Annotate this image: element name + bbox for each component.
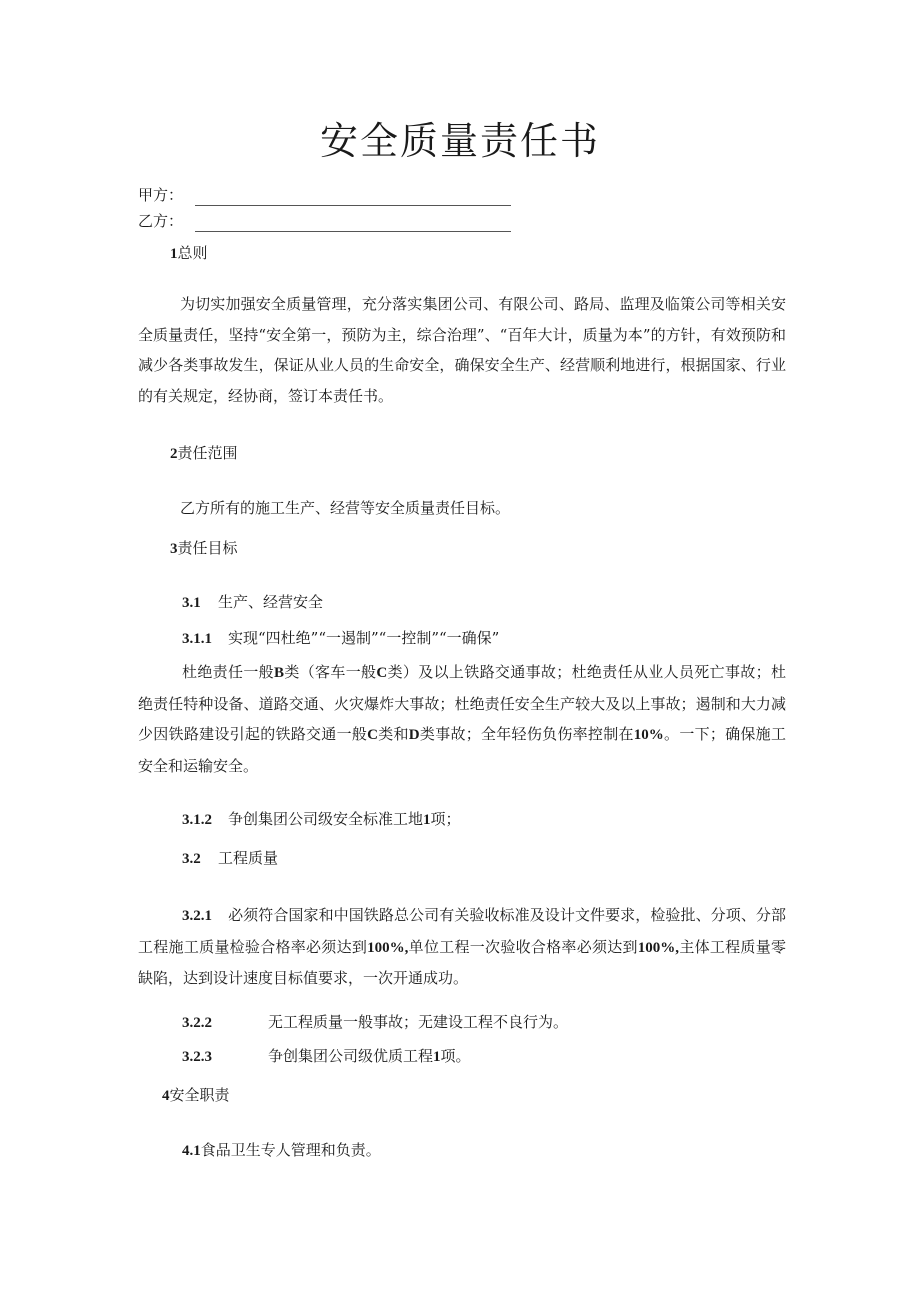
section-3-1-2-line: 3.1.2 争创集团公司级安全标准工地1项；	[182, 808, 461, 831]
section-number: 3.1	[182, 595, 201, 611]
party-b-blank-line	[195, 219, 511, 232]
section-1-paragraph: 为切实加强安全质量管理，充分落实集团公司、有限公司、路局、监理及临策公司等相关安全质量责任，坚持“安全第一，预防为主，综合治理”、“百年大计，质量为本”的方针，有效预防和减少各类事故发生，保证从业人员的生命安全，确保安全生产、经营顺利地进行，根据国家、行业的有关规定，经协商，签订本责任书。	[138, 295, 786, 405]
section-label: 工程质量	[218, 849, 279, 867]
party-a-label: 甲方：	[138, 186, 184, 204]
section-label: 责任范围	[177, 444, 238, 462]
section-label: 实现“四杜绝”“一遏制”“一控制”“一确保”	[228, 629, 500, 647]
section-label: 生产、经营安全	[218, 593, 324, 611]
section-number: 3	[170, 541, 178, 557]
section-4-heading	[162, 1084, 230, 1107]
party-b-row	[138, 210, 511, 232]
section-number: 3.2.3	[182, 1049, 212, 1065]
section-number: 3.1.2	[182, 812, 212, 828]
section-label: 责任目标	[177, 539, 238, 557]
section-number: 2	[170, 446, 178, 462]
document-title: 安全质量责任书	[319, 119, 600, 163]
section-3-1-heading	[182, 591, 323, 614]
party-b-label: 乙方：	[138, 212, 184, 230]
section-label: 总则	[177, 244, 208, 262]
section-number: 3.2	[182, 851, 201, 867]
section-3-2-heading	[182, 847, 278, 870]
section-3-1-1-heading	[182, 627, 499, 650]
section-number: 4	[162, 1088, 170, 1104]
section-3-2-3-line: 3.2.3 争创集团公司级优质工程1项。	[182, 1045, 471, 1068]
section-3-2-2-line: 3.2.2 无工程质量一般事故；无建设工程不良行为。	[182, 1011, 568, 1034]
section-number: 4.1	[182, 1143, 201, 1159]
party-a-blank-line	[195, 193, 511, 206]
section-3-1-1-paragraph: 杜绝责任一般B类（客车一般C类）及以上铁路交通事故；杜绝责任从业人员死亡事故；杜绝责任特种设备、道路交通、火灾爆炸大事故；杜绝责任安全生产较大及以上事故；遏制和大力减少因铁路建设引起的铁路交通一般C类和D类事故；全年轻伤负伤率控制在10%。一下；确保施工安全和运输安全。	[138, 663, 786, 775]
section-2-heading	[170, 442, 238, 465]
section-number: 3.2.2	[182, 1015, 212, 1031]
party-a-row	[138, 184, 511, 206]
section-3-2-1-paragraph: 3.2.1 必须符合国家和中国铁路总公司有关验收标准及设计文件要求，检验批、分项、分部工程施工质量检验合格率必须达到100%,单位工程一次验收合格率必须达到100%,主体工程质量零缺陷，达到设计速度目标值要求，一次开通成功。	[138, 906, 786, 987]
section-4-1-line	[182, 1139, 381, 1162]
section-number: 1	[170, 246, 178, 262]
section-3-heading	[170, 537, 238, 560]
section-number: 3.1.1	[182, 631, 212, 647]
section-1-heading	[170, 242, 208, 265]
section-2-paragraph: 乙方所有的施工生产、经营等安全质量责任目标。	[180, 499, 511, 517]
section-label: 安全职责	[169, 1086, 230, 1104]
section-label: 食品卫生专人管理和负责。	[200, 1141, 381, 1159]
